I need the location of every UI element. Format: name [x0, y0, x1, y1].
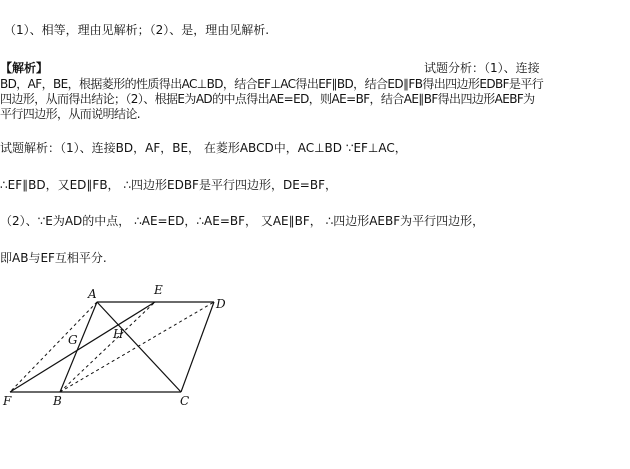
- label-E: E: [154, 283, 163, 297]
- side-CD: [181, 302, 214, 392]
- solution-line-4: 即AB与EF互相平分.: [0, 251, 107, 265]
- label-C: C: [180, 394, 190, 408]
- analysis-intro: 试题分析：（1）、连接: [424, 61, 540, 75]
- solution-line-3: （2）、∵E为AD的中点， ∴AE=ED，∴AE=BF， 又AE∥BF， ∴四边形AEBF为平行四边形，: [0, 214, 485, 228]
- label-G: G: [68, 333, 78, 347]
- analysis-label: 【解析】: [0, 61, 49, 75]
- label-D: D: [216, 297, 226, 311]
- analysis-line-1: BD，AF，BE，根据菱形的性质得出AC⊥BD，结合EF⊥AC得出EF∥BD，结合ED∥FB得出四边形EDBF是平行: [0, 77, 544, 91]
- diagonal-AC: [97, 302, 181, 392]
- solution-line-2: ∴EF∥BD，又ED∥FB， ∴四边形EDBF是平行四边形，DE=BF，: [0, 178, 337, 192]
- solution-line-1: 试题解析：（1）、连接BD，AF，BE， 在菱形ABCD中，AC⊥BD ∵EF⊥AC，: [0, 141, 407, 155]
- analysis-line-2: 四边形，从而得出结论；（2）、根据E为AD的中点得出AE=ED，则AE=BF，结合AE∥BF得出四边形AEBF为: [0, 92, 535, 106]
- dashed-BE: [60, 302, 155, 392]
- label-F: F: [3, 394, 12, 408]
- label-B: B: [53, 394, 62, 408]
- label-A: A: [88, 287, 97, 301]
- dashed-AF: [10, 302, 97, 392]
- analysis-line-3: 平行四边形，从而说明结论.: [0, 107, 141, 121]
- label-H: H: [113, 327, 124, 341]
- side-AB: [60, 302, 97, 392]
- answer-line: （1）、相等，理由见解析；（2）、是，理由见解析.: [4, 23, 270, 37]
